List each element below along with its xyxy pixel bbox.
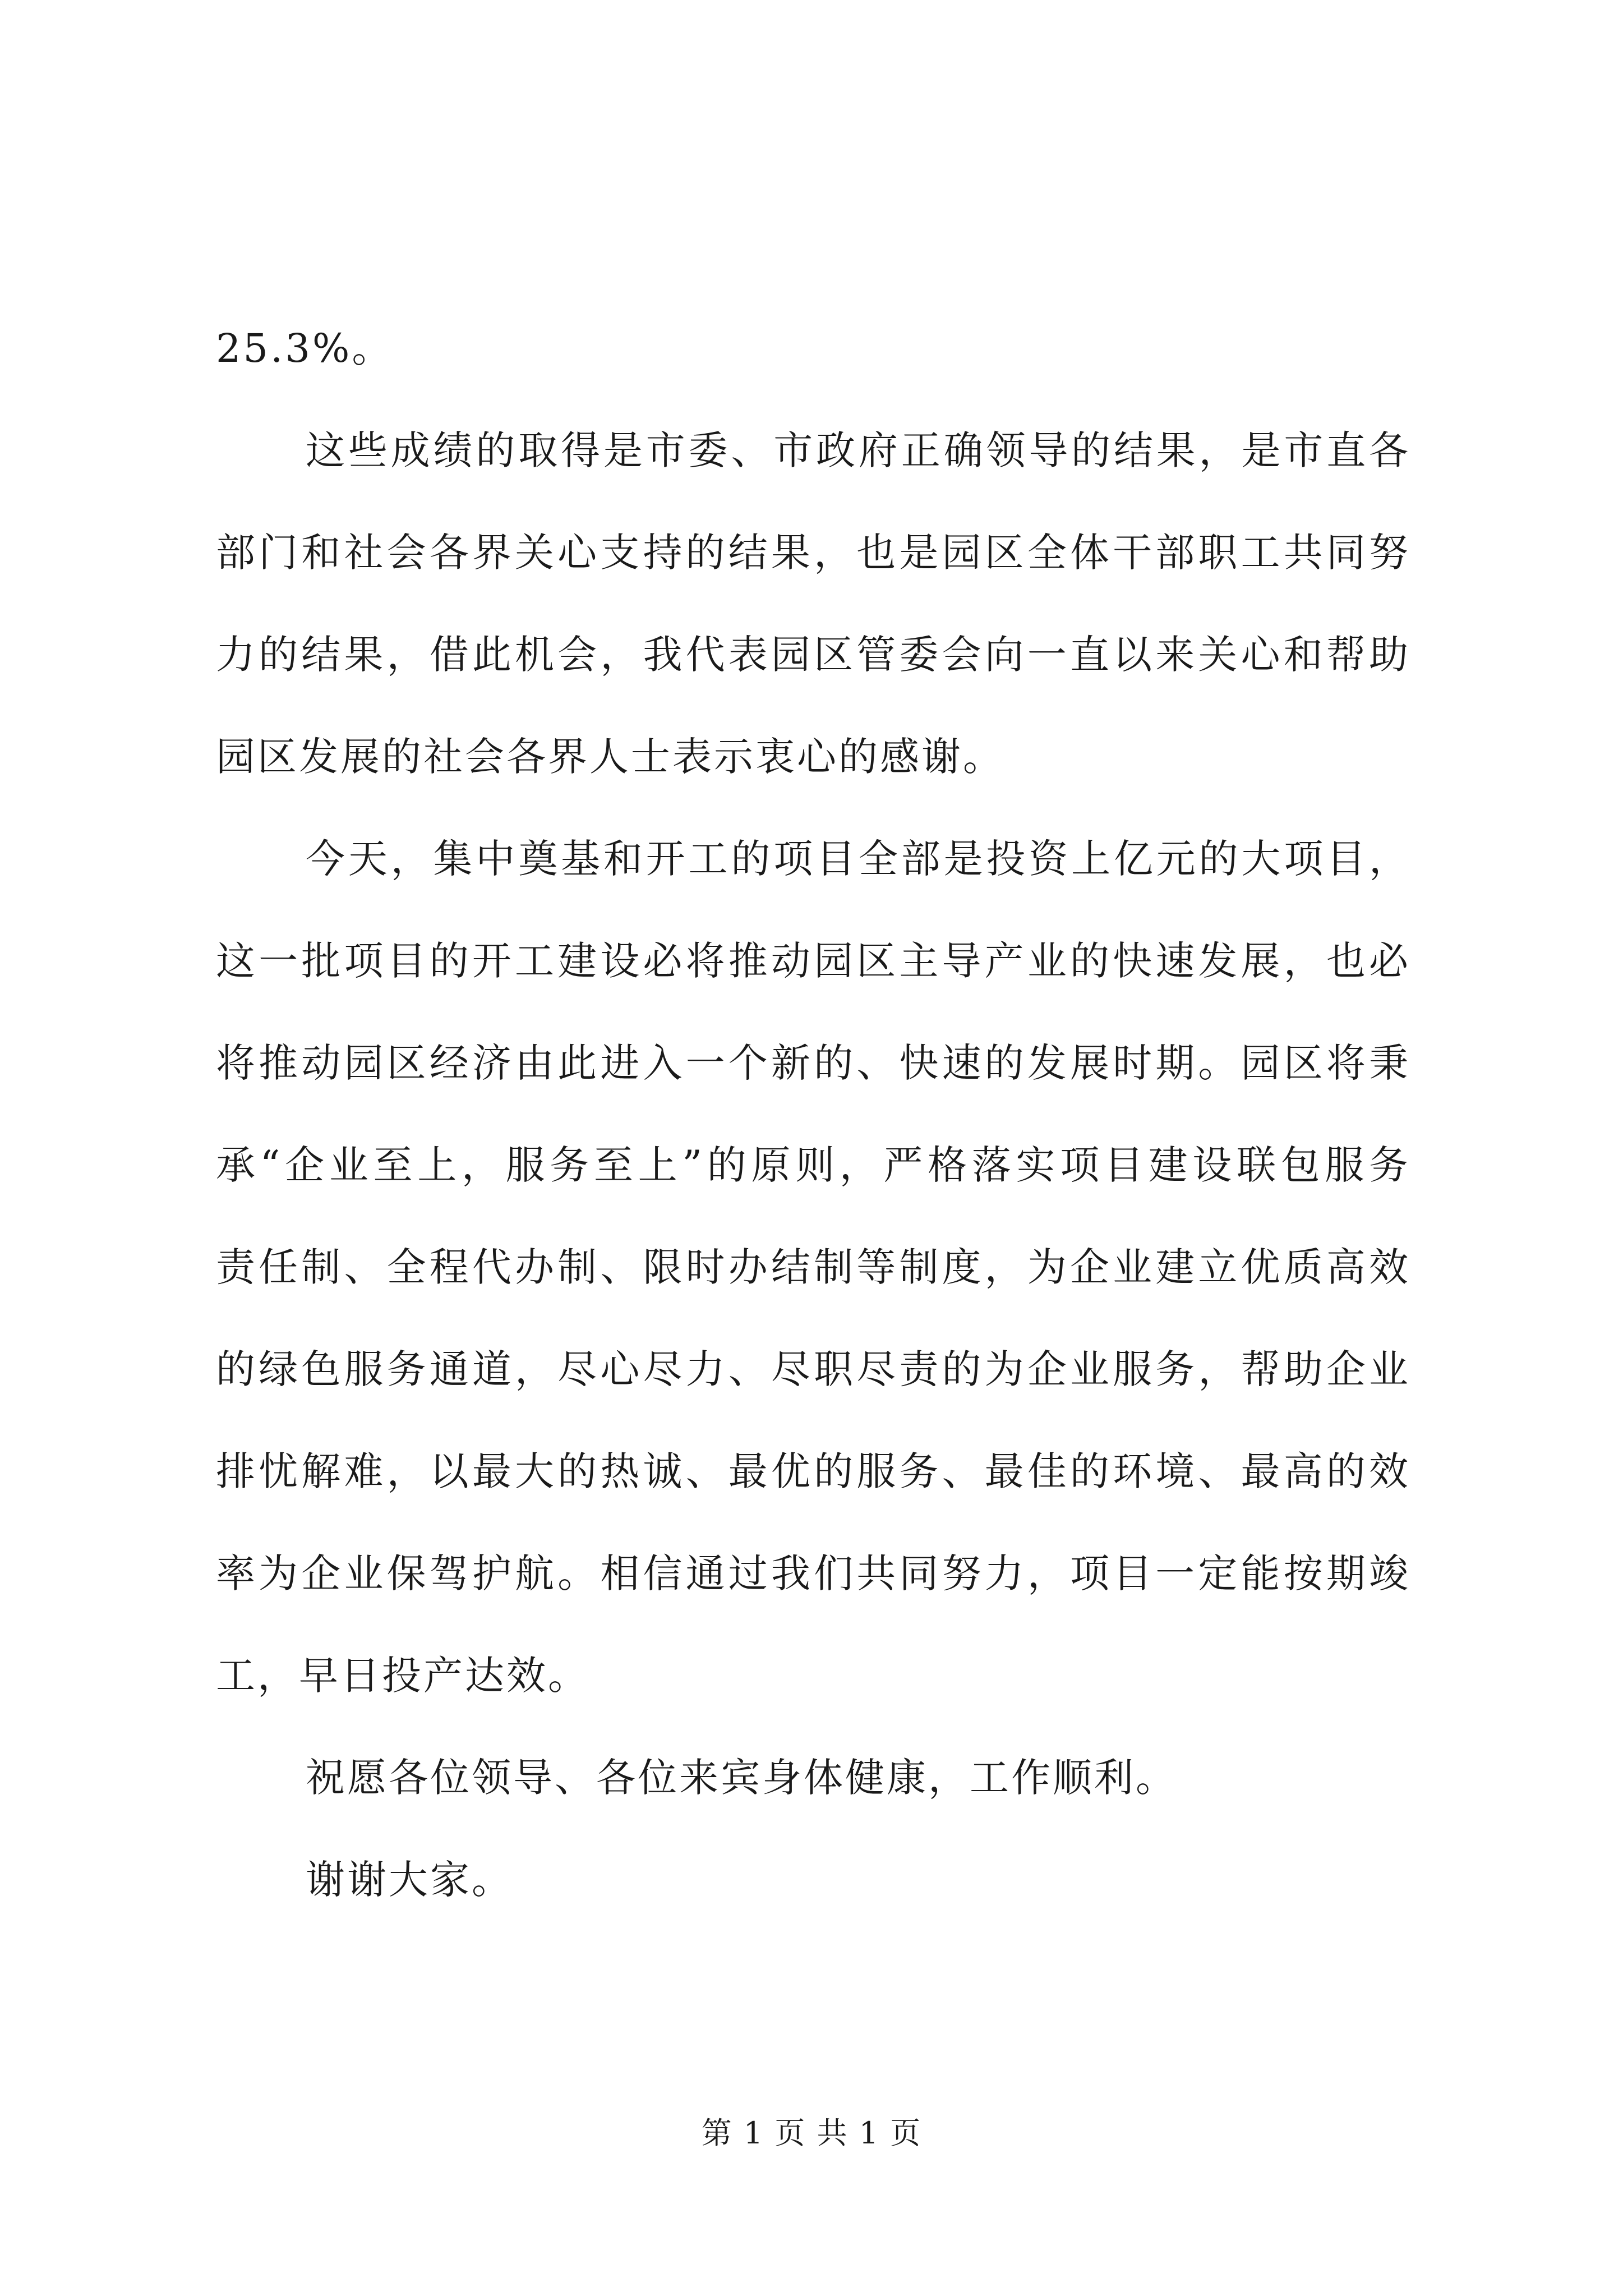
paragraph-line: 谢谢大家。	[306, 1857, 513, 1903]
paragraph-line: 将推动园区经济由此进入一个新的、快速的发展时期。园区将秉	[216, 1040, 1410, 1086]
paragraph-line: 25.3%。	[216, 325, 394, 371]
paragraph-line: 祝愿各位领导、各位来宾身体健康，工作顺利。	[306, 1755, 1177, 1801]
paragraph-line: 这些成绩的取得是市委、市政府正确领导的结果，是市直各	[306, 427, 1410, 473]
paragraph-line: 排忧解难，以最大的热诚、最优的服务、最佳的环境、最高的效	[216, 1448, 1410, 1494]
paragraph-line: 的绿色服务通道，尽心尽力、尽职尽责的为企业服务，帮助企业	[216, 1346, 1410, 1392]
paragraph-line: 率为企业保驾护航。相信通过我们共同努力，项目一定能按期竣	[216, 1550, 1410, 1596]
paragraph-line: 力的结果，借此机会，我代表园区管委会向一直以来关心和帮助	[216, 632, 1410, 678]
paragraph-line: 园区发展的社会各界人士表示衷心的感谢。	[216, 734, 1004, 780]
paragraph-line: 这一批项目的开工建设必将推动园区主导产业的快速发展，也必	[216, 938, 1410, 984]
paragraph-line: 承“企业至上，服务至上”的原则，严格落实项目建设联包服务	[216, 1142, 1410, 1188]
document-body	[216, 297, 1410, 1931]
paragraph-line: 部门和社会各界关心支持的结果，也是园区全体干部职工共同努	[216, 530, 1410, 576]
paragraph-line: 工，早日投产达效。	[216, 1653, 589, 1699]
page-number-footer: 第 1 页 共 1 页	[701, 2115, 922, 2151]
paragraph-line: 责任制、全程代办制、限时办结制等制度，为企业建立优质高效	[216, 1244, 1410, 1290]
paragraph-line: 今天，集中奠基和开工的项目全部是投资上亿元的大项目，	[306, 836, 1410, 882]
